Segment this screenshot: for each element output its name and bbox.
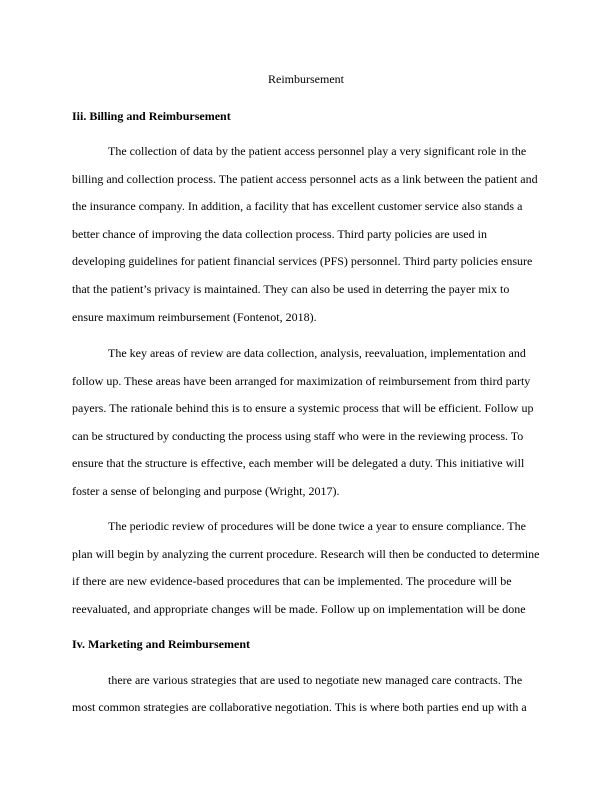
paragraph-line: better chance of improving the data collection process. Third party policies are used in: [72, 227, 487, 241]
paragraph-line: most common strategies are collaborative negotiation. This is where both parties end up with a: [72, 700, 527, 714]
paragraph-line: billing and collection process. The patient access personnel acts as a link between the patient and: [72, 172, 538, 186]
paragraph-line: if there are new evidence-based procedures that can be implemented. The procedure will be: [72, 574, 512, 588]
section-heading-marketing: Iv. Marketing and Reimbursement: [72, 637, 250, 651]
running-head: Reimbursement: [268, 72, 344, 86]
paragraph-line: The periodic review of procedures will be done twice a year to ensure compliance. The: [108, 519, 526, 533]
paragraph-line: the insurance company. In addition, a facility that has excellent customer service also stands a: [72, 199, 523, 213]
paragraph-line: can be structured by conducting the process using staff who were in the reviewing process. To: [72, 429, 524, 443]
paragraph-line: developing guidelines for patient financial services (PFS) personnel. Third party policies ensure: [72, 254, 533, 268]
paragraph-line: reevaluated, and appropriate changes will be made. Follow up on implementation will be done: [72, 602, 526, 616]
paragraph-line: ensure that the structure is effective, each member will be delegated a duty. This initiative will: [72, 456, 525, 470]
paragraph-line: payers. The rationale behind this is to ensure a systemic process that will be efficient. Follow up: [72, 401, 534, 415]
paragraph-line: ensure maximum reimbursement (Fontenot, 2018).: [72, 310, 317, 324]
section-heading-billing: Iii. Billing and Reimbursement: [72, 109, 231, 123]
paragraph-line: foster a sense of belonging and purpose (Wright, 2017).: [72, 484, 340, 498]
paragraph-line: that the patient’s privacy is maintained. They can also be used in deterring the payer mix to: [72, 282, 510, 296]
paragraph-line: The collection of data by the patient access personnel play a very significant role in the: [108, 144, 527, 158]
paragraph-line: there are various strategies that are used to negotiate new managed care contracts. The: [108, 673, 523, 687]
paragraph-line: The key areas of review are data collection, analysis, reevaluation, implementation and: [108, 346, 526, 360]
paragraph-line: follow up. These areas have been arranged for maximization of reimbursement from third party: [72, 374, 531, 388]
paragraph-line: plan will begin by analyzing the current procedure. Research will then be conducted to determine: [72, 547, 540, 561]
